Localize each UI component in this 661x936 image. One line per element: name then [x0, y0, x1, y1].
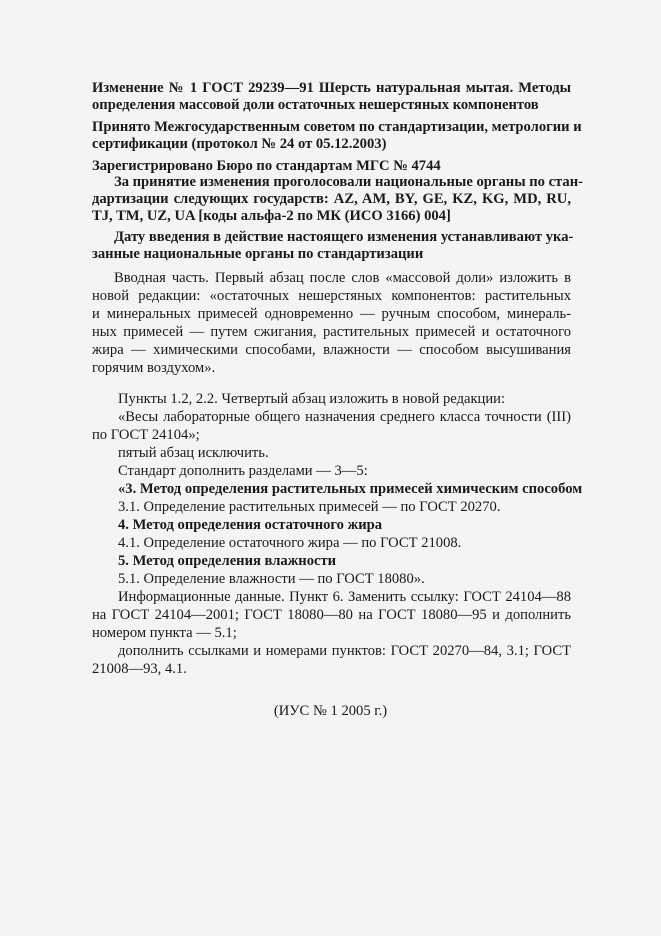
registered-line: Зарегистрировано Бюро по стандартам МГС № 4744	[92, 158, 441, 174]
change-title-line-1: Изменение № 1 ГОСТ 29239—91 Шерсть натуральная мытая. Методы	[92, 80, 571, 96]
section-3-text: 3.1. Определение растительных примесей — по ГОСТ 20270.	[118, 499, 501, 515]
points-line-1: Пункты 1.2, 2.2. Четвертый абзац изложить в новой редакции:	[118, 391, 506, 407]
intro-line-3: и минеральных примесей одновременно — ручным способом, минераль-	[92, 306, 571, 322]
voted-line-2: дартизации следующих государств: AZ, AM, BY, GE, KZ, KG, MD, RU,	[92, 191, 571, 207]
intro-line-6: горячим воздухом».	[92, 360, 216, 376]
change-title-line-2: определения массовой доли остаточных нешерстяных компонентов	[92, 97, 539, 113]
section-5-heading: 5. Метод определения влажности	[118, 553, 337, 569]
section-5-text: 5.1. Определение влажности — по ГОСТ 18080».	[118, 571, 425, 587]
info-line-4: дополнить ссылками и номерами пунктов: ГОСТ 20270—84, 3.1; ГОСТ	[118, 643, 571, 659]
points-line-3: по ГОСТ 24104»;	[92, 427, 200, 443]
points-line-5: Стандарт дополнить разделами — 3—5:	[118, 463, 368, 479]
section-4-text: 4.1. Определение остаточного жира — по ГОСТ 21008.	[118, 535, 462, 551]
points-line-2: «Весы лабораторные общего назначения среднего класса точности (III)	[118, 409, 571, 425]
info-line-2: на ГОСТ 24104—2001; ГОСТ 18080—80 на ГОСТ 18080—95 и дополнить	[92, 607, 571, 623]
section-4-heading: 4. Метод определения остаточного жира	[118, 517, 383, 533]
intro-line-4: ных примесей — путем сжигания, растительных примесей и остаточного	[92, 324, 571, 340]
voted-line-3: TJ, TM, UZ, UA [коды альфа-2 по МК (ИСО 3166) 004]	[92, 208, 451, 224]
ius-reference: (ИУС № 1 2005 г.)	[273, 703, 388, 719]
intro-line-5: жира — химическими способами, влажности — способом высушивания	[92, 342, 571, 358]
intro-line-1: Вводная часть. Первый абзац после слов «массовой доли» изложить в	[114, 270, 571, 286]
info-line-1: Информационные данные. Пункт 6. Заменить ссылку: ГОСТ 24104—88	[118, 589, 571, 605]
voted-line-1: За принятие изменения проголосовали национальные органы по стан-	[114, 174, 583, 190]
accepted-line-1: Принято Межгосударственным советом по стандартизации, метрологии и	[92, 119, 582, 135]
points-line-4: пятый абзац исключить.	[118, 445, 269, 461]
effective-line-2: занные национальные органы по стандартизации	[92, 246, 424, 262]
info-line-5: 21008—93, 4.1.	[92, 661, 187, 677]
section-3-heading: «3. Метод определения растительных примесей химическим способом	[118, 481, 583, 497]
effective-line-1: Дату введения в действие настоящего изменения устанавливают ука-	[114, 229, 574, 245]
intro-line-2: новой редакции: «остаточных нешерстяных компонентов: растительных	[92, 288, 571, 304]
info-line-3: номером пункта — 5.1;	[92, 625, 237, 641]
accepted-line-2: сертификации (протокол № 24 от 05.12.2003)	[92, 136, 387, 152]
